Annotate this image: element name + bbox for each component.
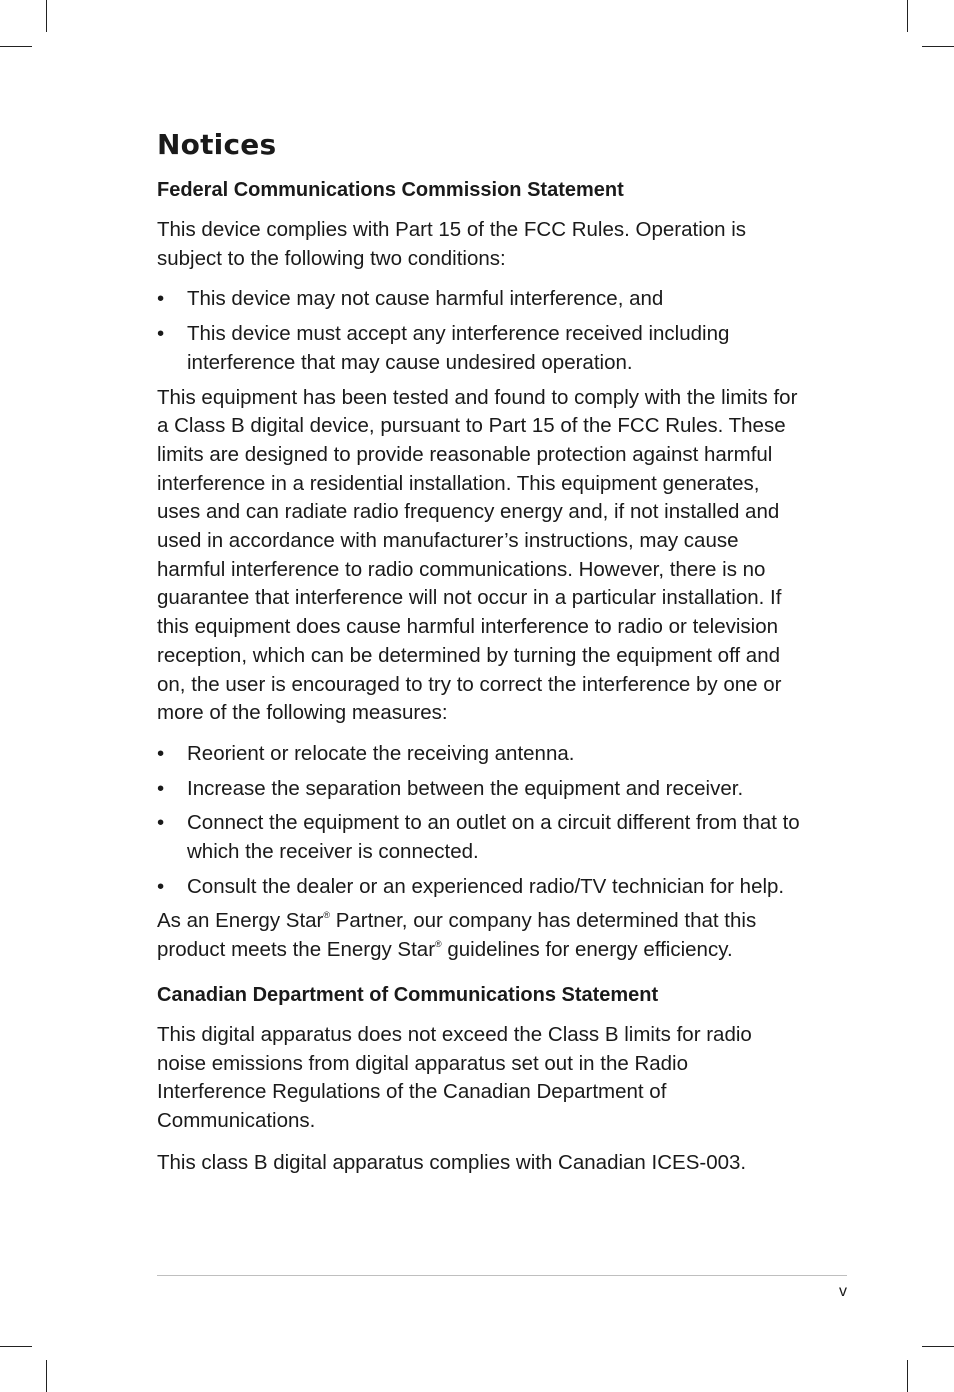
energy-star-text: guidelines for energy efficiency.	[441, 938, 733, 962]
crop-mark	[907, 0, 908, 32]
page-number: v	[839, 1283, 847, 1300]
crop-mark	[0, 1346, 32, 1347]
fcc-heading: Federal Communications Commission Statement	[157, 179, 624, 201]
fcc-conditions-list	[157, 285, 807, 377]
canada-ices: This class B digital apparatus complies with Canadian ICES-003.	[157, 1150, 747, 1174]
page-content	[157, 128, 807, 1177]
footer-divider	[157, 1275, 847, 1276]
list-item-text: This device may not cause harmful interference, and	[187, 287, 664, 311]
list-item	[157, 775, 807, 804]
energy-star-text: As an Energy Star	[157, 909, 324, 933]
crop-mark	[46, 1360, 47, 1392]
fcc-intro: This device complies with Part 15 of the FCC Rules. Operation is subject to the following two conditions:	[157, 218, 747, 270]
list-item-text: Increase the separation between the equipment and receiver.	[187, 776, 744, 800]
bullet: •	[157, 776, 165, 800]
crop-mark	[922, 46, 954, 47]
bullet: •	[157, 811, 165, 835]
crop-mark	[46, 0, 47, 32]
list-item	[157, 740, 807, 769]
energy-star-text: Partner, our company has determined that this product meets the Energy Star	[157, 909, 757, 962]
crop-mark	[922, 1346, 954, 1347]
list-item	[157, 873, 807, 902]
crop-mark	[907, 1360, 908, 1392]
bullet: •	[157, 322, 165, 346]
registered-mark: ®	[323, 910, 331, 921]
fcc-measures-list	[157, 740, 807, 902]
bullet: •	[157, 287, 165, 311]
bullet: •	[157, 874, 165, 898]
energy-star-statement	[157, 907, 807, 964]
list-item-text: Reorient or relocate the receiving antenna.	[187, 741, 575, 765]
list-item-text: This device must accept any interference received including interference that may cause undesired operation.	[187, 322, 730, 374]
bullet: •	[157, 741, 165, 765]
registered-mark: ®	[435, 939, 442, 950]
page-title: Notices	[157, 128, 277, 161]
canada-heading: Canadian Department of Communications Statement	[157, 983, 659, 1006]
list-item	[157, 809, 807, 866]
list-item	[157, 320, 807, 377]
fcc-body: This equipment has been tested and found to comply with the limits for a Class B digital device, pursuant to Part 15 of the FCC Rules. These limits are designed to provide reasonable protection against harmful interference in a residential installation. This equipment generates, uses and can radiate radio frequency energy and, if not installed and used in accordance with manufacturer’s instructions, may cause harmful interference to radio communications. However, there is no guarantee that interference will not occur in a particular installation. If this equipment does cause harmful interference to radio or television reception, which can be determined by turning the equipment off and on, the user is encouraged to try to correct the interference by one or more of the following measures:	[157, 385, 798, 725]
list-item	[157, 285, 807, 314]
canada-body: This digital apparatus does not exceed the Class B limits for radio noise emissions from digital apparatus set out in the Radio Interference Regulations of the Canadian Department of Communications.	[157, 1022, 752, 1132]
crop-mark	[0, 46, 32, 47]
list-item-text: Connect the equipment to an outlet on a circuit different from that to which the receiver is connected.	[187, 811, 800, 864]
list-item-text: Consult the dealer or an experienced radio/TV technician for help.	[187, 874, 785, 898]
